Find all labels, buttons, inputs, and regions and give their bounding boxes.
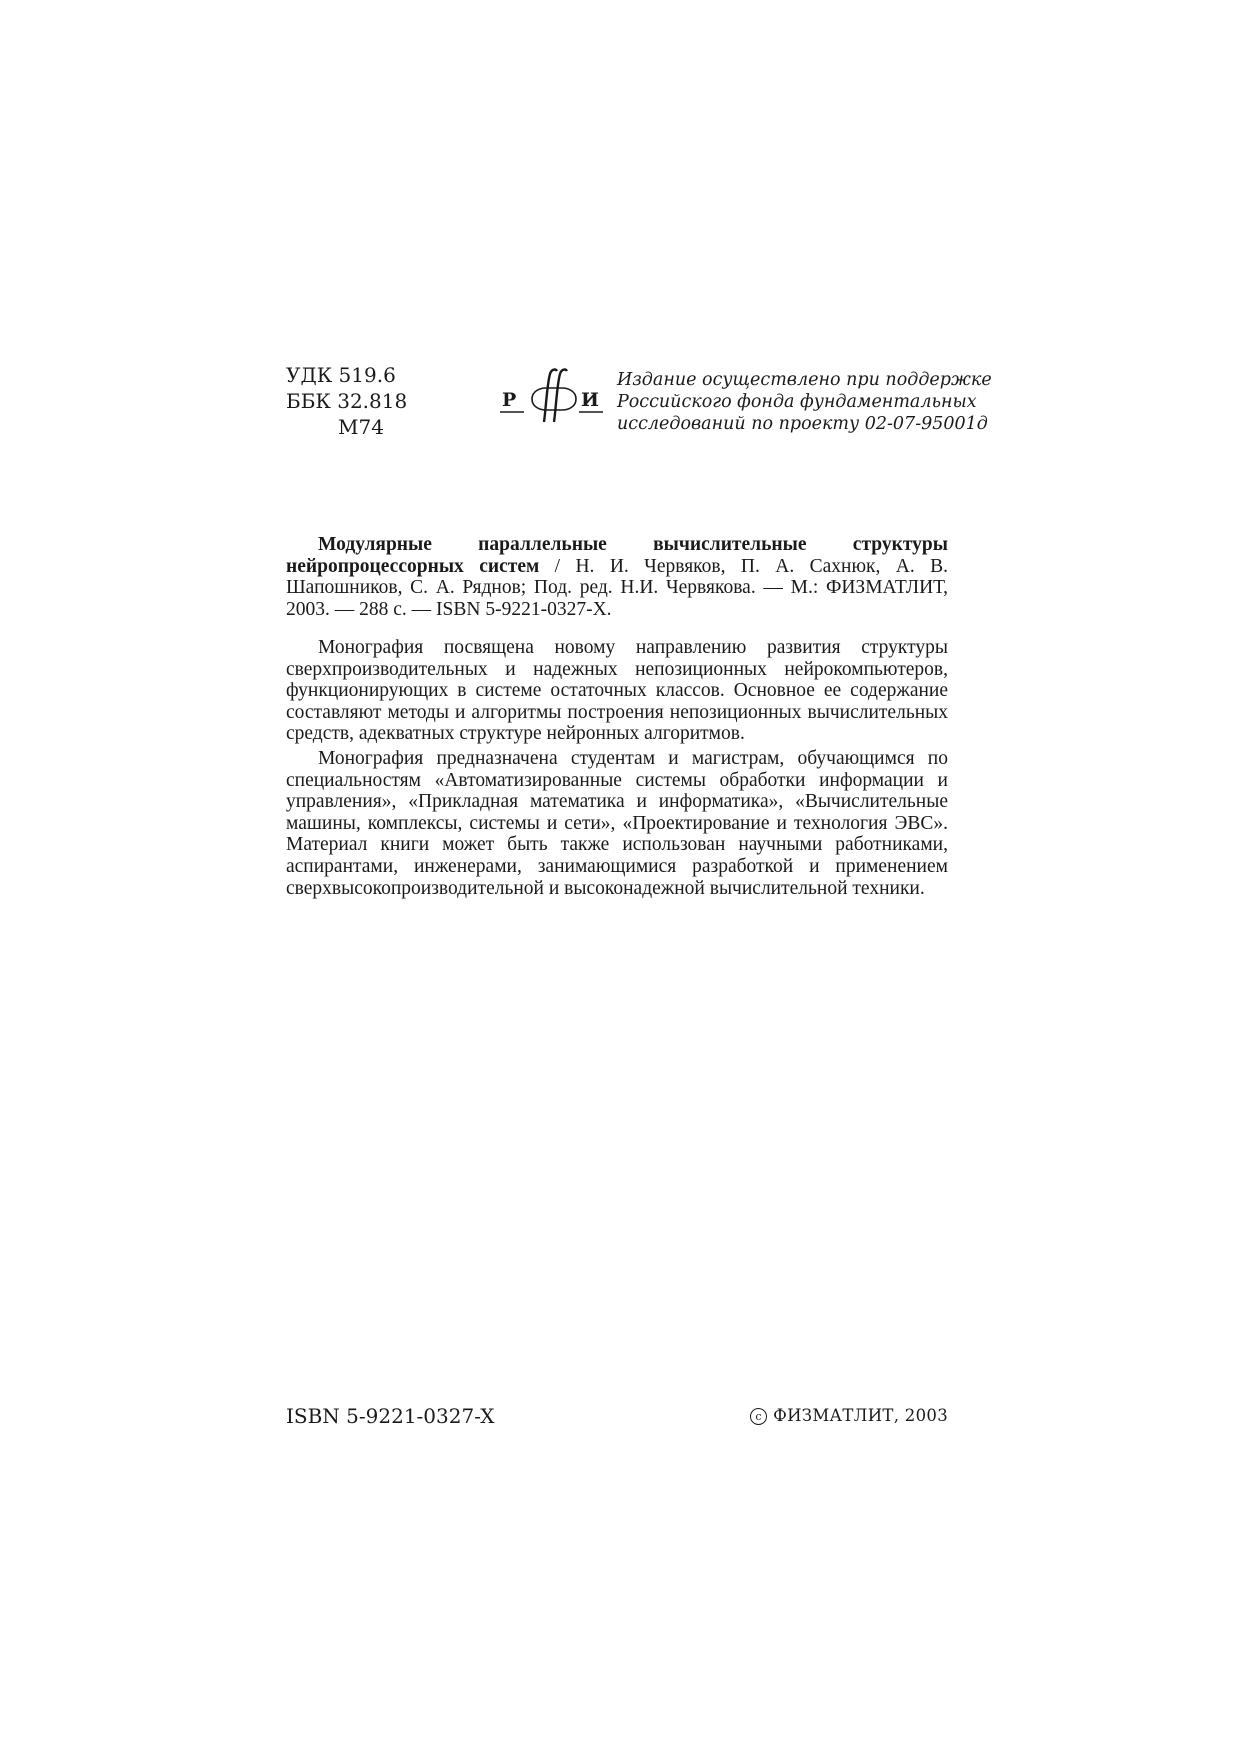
sponsor-line-2: Российского фонда фундаментальных <box>617 392 977 412</box>
footer-isbn: ISBN 5-9221-0327-X <box>286 1404 495 1428</box>
copyright-icon: c <box>750 1408 767 1425</box>
annotation-paragraph-1: Монография посвящена новому направлению развития структуры сверхпроизводительных и надежных непозиционных нейрокомпьютеров, функционирующих в системе остаточных классов. Основное ее содержание составляют методы и алгоритмы построения непозиционных вычислительных средств, адекватных структуре нейронных алгоритмов. <box>286 637 948 745</box>
rffi-logo-icon <box>500 366 604 426</box>
sponsor-note <box>617 369 992 435</box>
footer-copyright <box>750 1406 948 1425</box>
logo-f-stroke-2 <box>554 370 567 422</box>
logo-letter-left: Р <box>502 389 517 411</box>
logo-letter-right: И <box>581 389 599 411</box>
classification-block <box>286 362 426 440</box>
author-mark: М74 <box>338 415 384 439</box>
annotation-paragraph-2: Монография предназначена студентам и магистрам, обучающимся по специальностям «Автоматизированные системы обработки информации и управления», «Прикладная математика и информатика», «Вычислительные машины, комплексы, системы и сети», «Проектирование и технология ЭВС». Материал книги может быть также использован научными работниками, аспирантами, инженерами, занимающимися разработкой и применением сверхвысокопроизводительной и высоконадежной вычислительной техники. <box>286 747 948 899</box>
copyright-text: ФИЗМАТЛИТ, 2003 <box>773 1406 948 1425</box>
sponsor-line-1: Издание осуществлено при поддержке <box>617 370 992 390</box>
annotation <box>286 637 948 902</box>
bibliographic-paragraph <box>286 534 948 620</box>
book-title: Модулярные параллельные вычислительные структуры нейропроцессорных систем <box>286 534 948 577</box>
bbk-code: ББК 32.818 <box>286 389 408 413</box>
bibliographic-details: / Н. И. Червяков, П. А. Сахнюк, А. В. Шапошников, С. А. Ряднов; Под. ред. Н.И. Червякова. — М.: ФИЗМАТЛИТ, 2003. — 288 с. — ISBN 5-9221-0327-X. <box>286 555 949 620</box>
sponsor-line-3: исследований по проекту 02-07-95001д <box>617 414 988 434</box>
bibliographic-record <box>286 534 948 620</box>
logo-loop <box>532 388 576 410</box>
udk-code: УДК 519.6 <box>286 363 396 387</box>
